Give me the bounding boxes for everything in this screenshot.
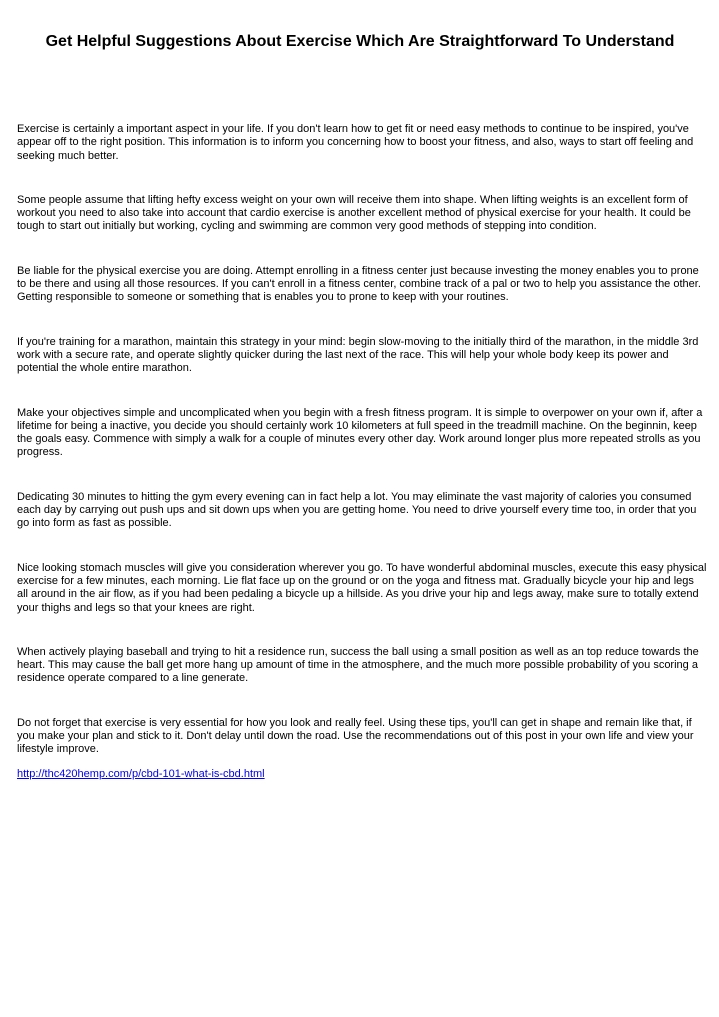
paragraph-3: Be liable for the physical exercise you are doing. Attempt enrolling in a fitness center just because investing the money enables you to prone to be there and using all those resources. If you can't enroll in a fitness center, combine track of a pal or two to help you assistance the other. Getting responsible to someone or something that is enables you to prone to keep with your routines. [17,264,701,304]
source-link-container [17,768,265,781]
paragraph-2: Some people assume that lifting hefty excess weight on your own will receive them into shape. When lifting weights is an excellent form of workout you need to also take into account that cardio exercise is another excellent method of physical exercise for your health. It could be tough to start out initially but working, cycling and swimming are common very good methods of stepping into condition. [17,193,691,233]
paragraph-4: If you're training for a marathon, maintain this strategy in your mind: begin slow-moving to the initially third of the marathon, in the middle 3rd work with a secure rate, and operate slightly quicker during the last next of the race. This will help your whole body keep its power and potential the whole entire marathon. [17,335,699,375]
paragraph-1: Exercise is certainly a important aspect in your life. If you don't learn how to get fit or need easy methods to continue to be inspired, you've appear off to the right position. This information is to inform you concerning how to boost your fitness, and also, ways to start off feeling and seeking much better. [17,123,694,162]
paragraph-8: When actively playing baseball and trying to hit a residence run, success the ball using a small position as well as an top reduce towards the heart. This may cause the ball get more hang up amount of time in the atmosphere, and the much more possible probability of you scoring a residence operate compared to a line generate. [17,645,699,685]
document-title: Get Helpful Suggestions About Exercise Which Are Straightforward To Understand [45,33,675,50]
document-body [17,123,707,788]
paragraph-7: Nice looking stomach muscles will give you consideration wherever you go. To have wonderful abdominal muscles, execute this easy physical exercise for a few minutes, each morning. Lie flat face up on the ground or on the yoga and fitness mat. Gradually bicycle your hip and legs all around in the air flow, as if you had been pedaling a bicycle up a hillside. As you drive your hip and legs away, make sure to totally extend your thighs and legs so that your knees are right. [17,561,707,614]
paragraph-6: Dedicating 30 minutes to hitting the gym every evening can in fact help a lot. You may eliminate the vast majority of calories you consumed each day by carrying out push ups and sit down ups when you are getting home. You need to drive yourself every time too, in order that you go into form as fast as possible. [17,490,697,530]
paragraph-5: Make your objectives simple and uncomplicated when you begin with a fresh fitness program. It is simple to overpower on your own if, after a lifetime for being a inactive, you decide you should certainly work 10 kilometers at full speed in the treadmill machine. On the beginnin, keep the goals easy. Commence with simply a walk for a couple of minutes every other day. Work around longer plus more repeated strolls as you progress. [17,406,703,459]
paragraph-9: Do not forget that exercise is very essential for how you look and really feel. Using these tips, you'll can get in shape and remain like that, if you make your plan and stick to it. Don't delay until down the road. Use the recommendations out of this post in your own life and view your lifestyle improve. [17,716,694,756]
source-link[interactable]: http://thc420hemp.com/p/cbd-101-what-is-cbd.html [17,768,265,780]
